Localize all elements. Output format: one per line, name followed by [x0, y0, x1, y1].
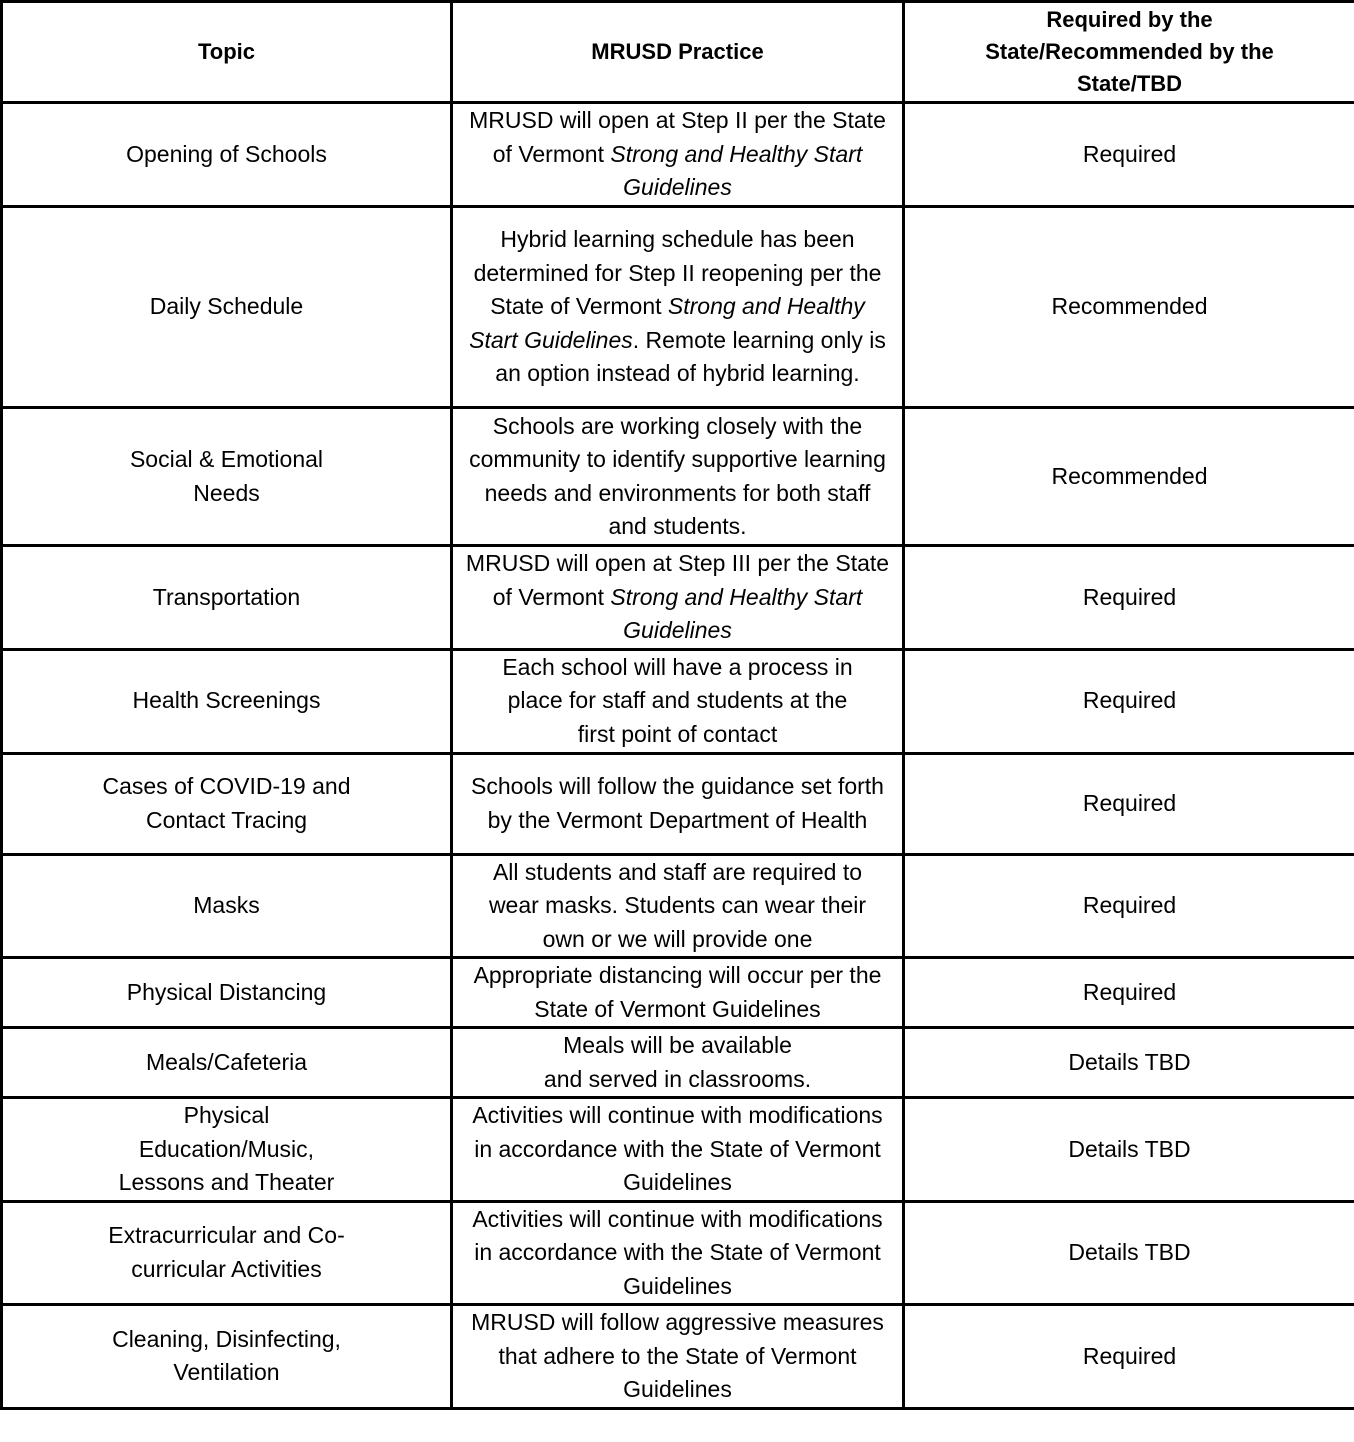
table-row: [2, 546, 1354, 650]
practice-cell: [452, 649, 904, 753]
topic-cell: [2, 649, 452, 753]
table-row: [2, 1098, 1354, 1202]
status-cell: Required: [904, 753, 1354, 854]
status-cell: Required: [904, 1305, 1354, 1409]
practice-text-pre: Activities will continue with modifications in accordance with the State of Vermont Guidelines: [472, 1205, 883, 1299]
topic-text: Extracurricular and Co-curricular Activities: [108, 1222, 345, 1282]
topic-text: Physical Distancing: [126, 978, 327, 1005]
practice-cell: [452, 1305, 904, 1409]
practice-text: [543, 1029, 812, 1096]
topic-cell: [2, 1028, 452, 1098]
table-body: [2, 103, 1354, 1409]
practice-text-pre: MRUSD will open at Step II per the State of Vermont: [469, 107, 886, 167]
table-row: [2, 854, 1354, 958]
topic-text: Daily Schedule: [149, 293, 304, 320]
status-cell: Details TBD: [904, 1028, 1354, 1098]
practice-cell: [452, 103, 904, 207]
header-status-label: Required by the State/Recommended by the State/TBD: [985, 7, 1274, 96]
table-row: [2, 753, 1354, 854]
topic-text: Physical Education/Music, Lessons and Theater: [118, 1102, 335, 1195]
table-row: [2, 408, 1354, 546]
status-cell: Required: [904, 546, 1354, 650]
practice-text-italic: Strong and Healthy Start Guidelines: [610, 140, 863, 201]
practice-text-pre: Schools will follow the guidance set forth by the Vermont Department of Health: [471, 773, 884, 833]
practice-text-pre: Appropriate distancing will occur per the State of Vermont Guidelines: [473, 962, 882, 1022]
topic-cell: [2, 408, 452, 546]
practice-text: [465, 410, 890, 544]
topic-cell: [2, 103, 452, 207]
status-cell: Required: [904, 103, 1354, 207]
status-cell: Required: [904, 854, 1354, 958]
practice-text: [465, 547, 890, 648]
topic-cell: [2, 854, 452, 958]
topic-cell: [2, 753, 452, 854]
topic-cell: [2, 207, 452, 408]
status-cell: Details TBD: [904, 1201, 1354, 1305]
practice-text-pre: Hybrid learning schedule has been determined for Step II reopening per the State of Vermont: [473, 226, 882, 320]
header-status: [904, 2, 1354, 103]
practice-cell: [452, 408, 904, 546]
table-row: [2, 958, 1354, 1028]
topic-cell: [2, 1098, 452, 1202]
practice-text-pre: Activities will continue with modifications in accordance with the State of Vermont Guidelines: [472, 1102, 883, 1195]
header-row: [2, 2, 1354, 103]
table-row: [2, 1028, 1354, 1098]
table-row: [2, 207, 1354, 408]
status-cell: Required: [904, 958, 1354, 1028]
status-cell: Recommended: [904, 207, 1354, 408]
practice-cell: [452, 1201, 904, 1305]
practice-text-pre: Each school will have a process in place for staff and students at the first point of contact: [502, 653, 853, 747]
status-cell: Details TBD: [904, 1098, 1354, 1202]
topic-text: Social & Emotional Needs: [129, 446, 324, 506]
practice-text-italic: Strong and Healthy Start Guidelines: [469, 293, 865, 353]
practice-cell: [452, 1098, 904, 1202]
topic-text: Opening of Schools: [126, 140, 327, 167]
practice-text-pre: All students and staff are required to wear masks. Students can wear their own or we will provide one: [488, 858, 867, 952]
practice-text-italic: Strong and Healthy Start Guidelines: [610, 583, 863, 643]
topic-cell: [2, 1201, 452, 1305]
table-row: [2, 649, 1354, 753]
status-cell: Recommended: [904, 408, 1354, 546]
practice-cell: [452, 854, 904, 958]
practice-text: [465, 1203, 890, 1304]
topic-text: Health Screenings: [132, 687, 321, 714]
practice-text: [465, 770, 890, 837]
practice-text-pre: MRUSD will open at Step III per the State of Vermont: [465, 550, 890, 610]
header-practice: MRUSD Practice: [452, 2, 904, 103]
table-row: [2, 103, 1354, 207]
topic-text: Cases of COVID-19 and Contact Tracing: [102, 773, 351, 833]
topic-cell: [2, 958, 452, 1028]
practice-cell: [452, 546, 904, 650]
topic-text: Transportation: [152, 583, 301, 610]
practice-text: [465, 856, 890, 957]
practice-text: [465, 1099, 890, 1200]
table-row: [2, 1305, 1354, 1409]
topic-cell: [2, 1305, 452, 1409]
practice-text-post: . Remote learning only is an option instead of hybrid learning.: [495, 326, 886, 387]
practice-cell: [452, 1028, 904, 1098]
practice-cell: [452, 753, 904, 854]
practice-text: [465, 223, 890, 391]
practice-text: [465, 104, 890, 205]
practice-text-pre: Schools are working closely with the community to identify supportive learning needs and environments for both staff and students.: [469, 412, 886, 539]
table-row: [2, 1201, 1354, 1305]
practice-cell: [452, 207, 904, 408]
practice-text-pre: MRUSD will follow aggressive measures that adhere to the State of Vermont Guidelines: [471, 1309, 884, 1402]
topic-cell: [2, 546, 452, 650]
practice-text: [487, 651, 868, 752]
status-cell: Required: [904, 649, 1354, 753]
practice-text-pre: Meals will be available and served in classrooms.: [543, 1032, 812, 1092]
header-topic: Topic: [2, 2, 452, 103]
practice-text: [465, 1306, 890, 1407]
topic-text: Meals/Cafeteria: [145, 1048, 308, 1075]
practice-text: [465, 959, 890, 1026]
topic-text: Cleaning, Disinfecting, Ventilation: [112, 1325, 341, 1386]
topic-text: Masks: [193, 892, 260, 918]
practice-cell: [452, 958, 904, 1028]
